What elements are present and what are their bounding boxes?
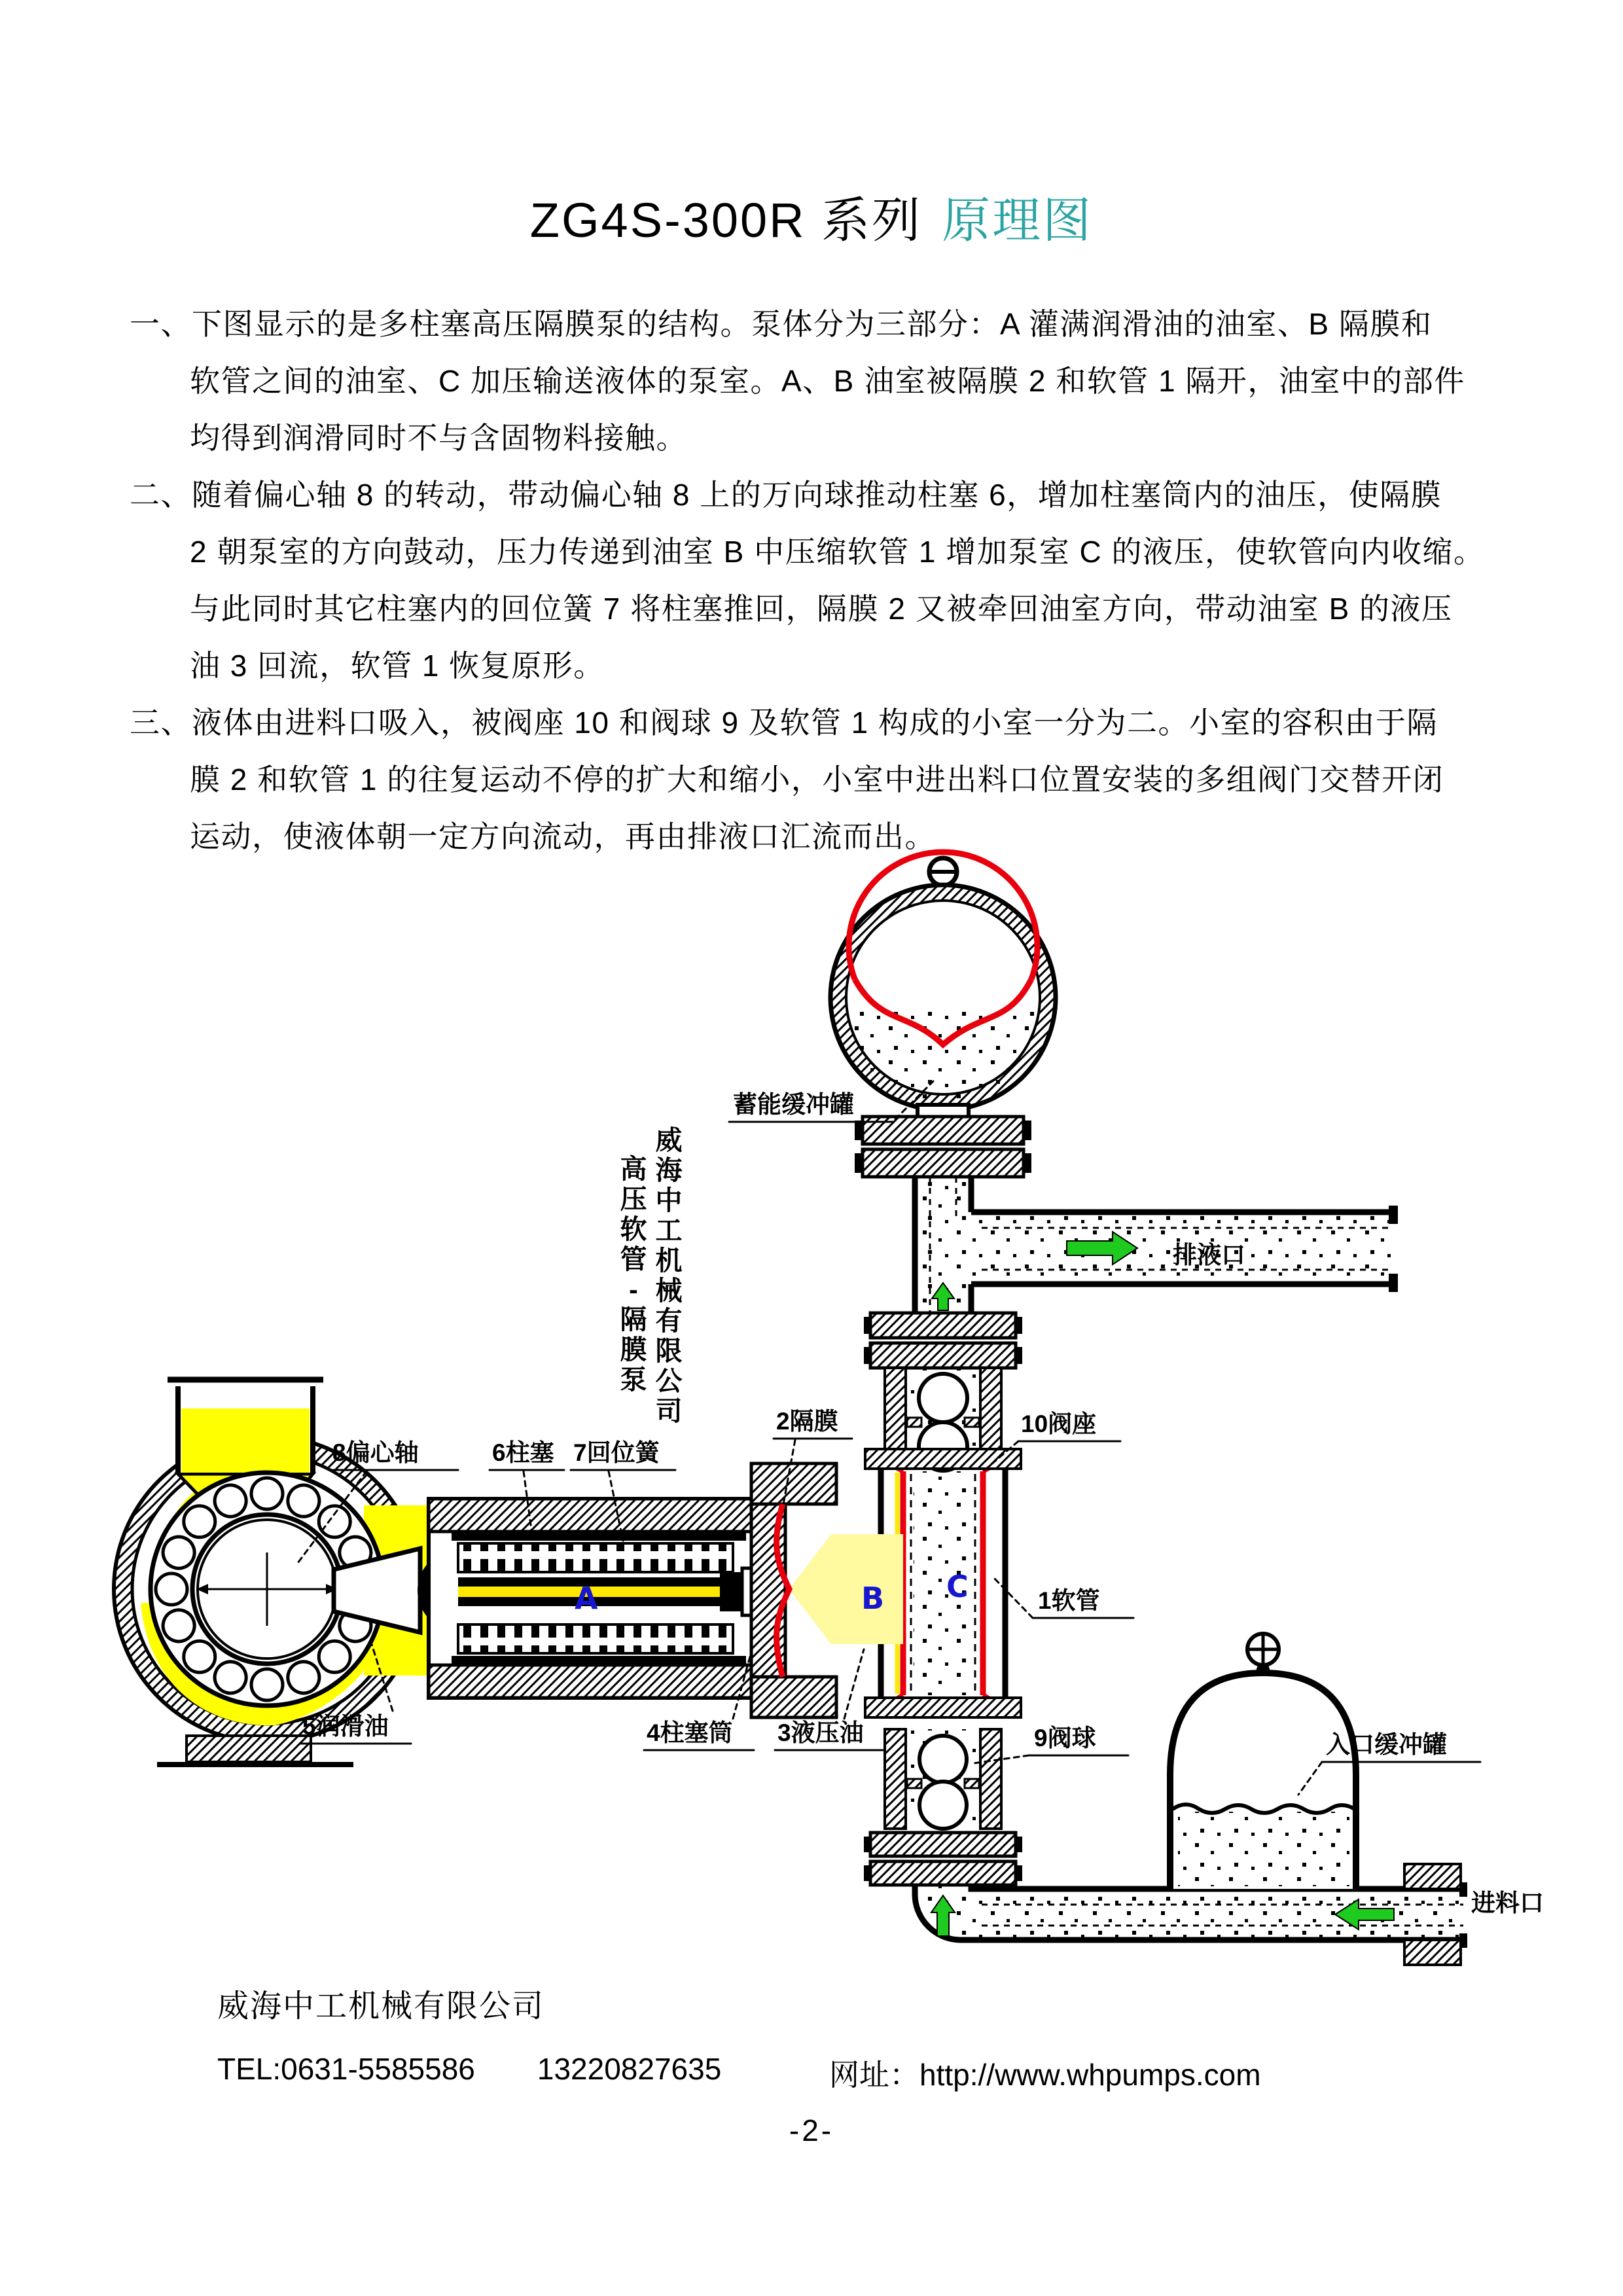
label-p9: 9阀球 [1034,1725,1096,1751]
title-main: ZG4S-300R 系列 [529,193,923,247]
footer-website[interactable]: 网址：http://www.whpumps.com [829,2058,1261,2092]
paragraph-line: 二、随着偏心轴 8 的转动，带动偏心轴 8 上的万向球推动柱塞 6，增加柱塞筒内的油压，使隔膜 [130,478,1442,512]
label-p5: 5润滑油 [302,1713,389,1740]
paragraph-line: 2 朝泵室的方向鼓动，压力传递到油室 B 中压缩软管 1 增加泵室 C 的液压，使软管向内收缩。 [190,535,1485,569]
paragraph-line: 三、液体由进料口吸入，被阀座 10 和阀球 9 及软管 1 构成的小室一分为二。小室的容积由于隔 [130,706,1438,740]
pulsation-damper [832,852,1054,1177]
paragraph-line: 运动，使液体朝一定方向流动，再由排液口汇流而出。 [190,819,936,853]
discharge-pipe [915,1177,1398,1313]
chamber-letter-c: C [946,1569,969,1604]
vertical-product-text: 高压软管-隔膜泵 [620,1154,647,1395]
paragraph-line: 均得到润滑同时不与含固物料接触。 [190,421,687,455]
title-highlight: 原理图 [942,193,1094,247]
label-p1: 1软管 [1038,1587,1100,1614]
valve-assembly-lower [864,1729,1022,1885]
valve-ball-lower-icon [919,1736,967,1783]
vertical-company-text: 威海中工机械有限公司 [655,1125,683,1426]
return-spring-lower [458,1624,733,1653]
label-p4: 4柱塞筒 [647,1719,733,1746]
inlet-buffer-tank [1170,1632,1356,1889]
paragraph-line: 软管之间的油室、C 加压输送液体的泵室。A、B 油室被隔膜 2 和软管 1 隔开，油室中的部件 [190,364,1465,398]
paragraph-line: 油 3 回流，软管 1 恢复原形。 [190,649,605,683]
chamber-letter-b: B [861,1581,885,1616]
label-tank: 入口缓冲罐 [1326,1731,1447,1758]
page-number: -2- [789,2113,834,2147]
footer-tel: TEL:0631-5585586 [217,2052,475,2086]
return-spring-upper [458,1543,733,1572]
label-p8: 8偏心轴 [332,1439,419,1466]
label-inlet: 进料口 [1471,1890,1544,1916]
paragraph-line: 一、下图显示的是多柱塞高压隔膜泵的结构。泵体分为三部分：A 灌满润滑油的油室、B 隔膜和 [130,307,1433,341]
damper-flange [863,1117,1024,1144]
label-p7: 7回位簧 [573,1439,660,1466]
label-outlet: 排液口 [1173,1242,1245,1268]
valve-assembly-upper [864,1313,1022,1471]
footer-contact [217,2051,1261,2092]
label-p10: 10阀座 [1021,1410,1097,1437]
chamber-letter-a: A [575,1581,598,1616]
paragraph-line: 膜 2 和软管 1 的往复运动不停的扩大和缩小，小室中进出料口位置安装的多组阀门交替开闭 [190,762,1444,797]
label-p3: 3液压油 [777,1719,864,1746]
label-p2: 2隔膜 [776,1408,838,1435]
paragraph-line: 与此同时其它柱塞内的回位簧 7 将柱塞推回，隔膜 2 又被牵回油室方向，带动油室 B 的液压 [190,592,1453,626]
footer-mobile: 13220827635 [537,2052,722,2086]
label-damper: 蓄能缓冲罐 [733,1091,854,1118]
plunger-assembly [429,1463,903,1717]
label-p6: 6柱塞 [492,1439,554,1466]
oil-chamber-b [789,1534,903,1644]
footer-company: 威海中工机械有限公司 [217,1989,545,2024]
valve-ball-upper-icon [919,1374,967,1422]
